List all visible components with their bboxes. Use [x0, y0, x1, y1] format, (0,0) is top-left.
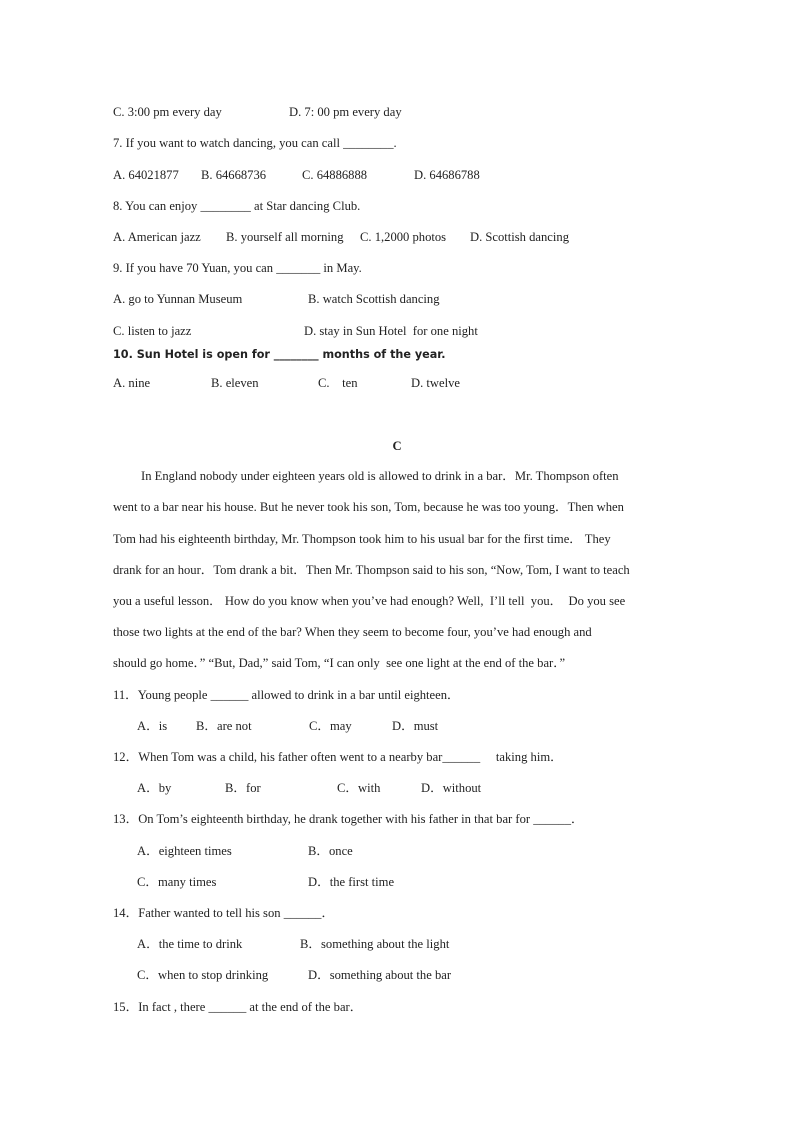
q8-option-b: B. yourself all morning — [226, 230, 344, 244]
q11-option-a: A．is — [137, 719, 168, 733]
section-c-heading: C — [392, 439, 402, 453]
q10-question: 10. Sun Hotel is open for ________ months of the year. — [113, 348, 446, 361]
q7-option-b: B. 64668736 — [201, 168, 267, 182]
q14-option-a: A．the time to drink — [137, 937, 243, 951]
q14-option-b: B．something about the light — [300, 937, 450, 951]
q6-option-c: C. 3:00 pm every day — [113, 105, 222, 119]
q6-option-d: D. 7: 00 pm every day — [289, 105, 402, 119]
q13-option-c: C．many times — [137, 875, 217, 889]
q7-option-c: C. 64886888 — [302, 168, 368, 182]
q11-option-b: B．are not — [196, 719, 252, 733]
q14-question: 14．Father wanted to tell his son ______． — [113, 906, 335, 920]
q9-option-b: B. watch Scottish dancing — [308, 292, 440, 306]
q13-question: 13．On Tom’s eighteenth birthday, he drank together with his father in that bar for ______． — [113, 812, 584, 826]
q8-question: 8. You can enjoy ________ at Star dancing Club. — [113, 199, 361, 213]
q12-option-d: D．without — [421, 781, 482, 795]
q8-option-c: C. 1,2000 photos — [360, 230, 447, 244]
q15-question: 15．In fact , there ______ at the end of the bar． — [113, 1000, 363, 1014]
passage-line: Tom had his eighteenth birthday, Mr. Thompson took him to his usual bar for the first time． They — [113, 532, 611, 546]
q13-option-b: B．once — [308, 844, 353, 858]
q10-option-d: D. twelve — [411, 376, 460, 390]
passage-line: went to a bar near his house. But he never took his son, Tom, because he was too young．Then when — [113, 500, 624, 514]
q11-option-d: D．must — [392, 719, 439, 733]
passage-line: should go home．” “But, Dad,” said Tom, “I can only see one light at the end of the bar．” — [113, 656, 566, 670]
passage-line: you a useful lesson． How do you know when you’ve had enough? Well, I’ll tell you． Do you see — [113, 594, 626, 608]
q10-option-b: B. eleven — [211, 376, 259, 390]
q7-question: 7. If you want to watch dancing, you can call ________. — [113, 136, 397, 150]
q12-question: 12．When Tom was a child, his father often went to a nearby bar______ taking him． — [113, 750, 563, 764]
q12-option-b: B．for — [225, 781, 261, 795]
q13-option-a: A．eighteen times — [137, 844, 232, 858]
q12-option-c: C．with — [337, 781, 381, 795]
q7-option-a: A. 64021877 — [113, 168, 179, 182]
q9-option-a: A. go to Yunnan Museum — [113, 292, 243, 306]
passage-line: In England nobody under eighteen years old is allowed to drink in a bar．Mr. Thompson often — [141, 469, 619, 483]
q10-option-a: A. nine — [113, 376, 151, 390]
passage-line: those two lights at the end of the bar? When they seem to become four, you’ve had enough and — [113, 625, 592, 639]
q12-option-a: A．by — [137, 781, 172, 795]
q8-option-d: D. Scottish dancing — [470, 230, 569, 244]
q14-option-c: C．when to stop drinking — [137, 968, 269, 982]
passage-line: drank for an hour．Tom drank a bit．Then Mr. Thompson said to his son, “Now, Tom, I want to teach — [113, 563, 630, 577]
q11-option-c: C．may — [309, 719, 352, 733]
q9-option-d: D. stay in Sun Hotel for one night — [304, 324, 478, 338]
q7-option-d: D. 64686788 — [414, 168, 480, 182]
q14-option-d: D．something about the bar — [308, 968, 452, 982]
q9-option-c: C. listen to jazz — [113, 324, 192, 338]
q10-option-c: C. ten — [318, 376, 358, 390]
q8-option-a: A. American jazz — [113, 230, 201, 244]
q13-option-d: D．the first time — [308, 875, 395, 889]
q11-question: 11．Young people ______ allowed to drink in a bar until eighteen． — [113, 688, 460, 702]
q9-question: 9. If you have 70 Yuan, you can _______ in May. — [113, 261, 362, 275]
